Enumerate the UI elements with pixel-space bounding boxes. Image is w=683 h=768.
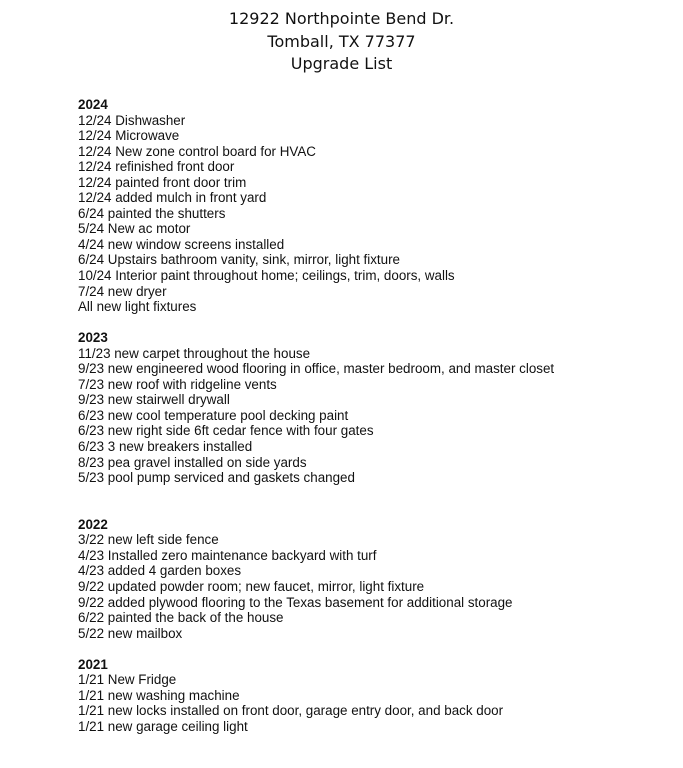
list-item: 3/22 new left side fence [78, 532, 219, 548]
list-item: 7/23 new roof with ridgeline vents [78, 376, 277, 392]
list-item: 9/23 new stairwell drywall [78, 392, 230, 408]
document-header [0, 8, 683, 76]
section-year-heading: 2022 [78, 516, 108, 532]
list-item: 11/23 new carpet throughout the house [78, 345, 311, 361]
upgrade-list [78, 97, 668, 734]
address-line-1: 12922 Northpointe Bend Dr. [228, 9, 455, 28]
list-item: 5/23 pool pump serviced and gaskets changed [78, 470, 355, 486]
list-item: 1/21 new locks installed on front door, garage entry door, and back door [78, 703, 504, 719]
section-spacer [78, 486, 668, 517]
list-item: 10/24 Interior paint throughout home; ceilings, trim, doors, walls [78, 268, 455, 284]
list-item: 4/23 Installed zero maintenance backyard with turf [78, 547, 377, 563]
list-item: 6/24 Upstairs bathroom vanity, sink, mirror, light fixture [78, 252, 400, 268]
list-item: 12/24 Dishwasher [78, 112, 186, 128]
address-line-2: Tomball, TX 77377 [267, 31, 416, 51]
list-item: 5/24 New ac motor [78, 221, 191, 237]
document-title: Upgrade List [290, 54, 393, 73]
section-year-heading: 2023 [78, 330, 108, 346]
list-item: 8/23 pea gravel installed on side yards [78, 454, 307, 470]
list-item: 6/22 painted the back of the house [78, 610, 284, 626]
list-item: 6/23 new right side 6ft cedar fence with four gates [78, 423, 374, 439]
list-item: 12/24 Microwave [78, 128, 180, 144]
list-item: 9/22 added plywood flooring to the Texas basement for additional storage [78, 594, 513, 610]
list-item: 4/23 added 4 garden boxes [78, 563, 242, 579]
list-item: 12/24 added mulch in front yard [78, 190, 267, 206]
list-item: All new light fixtures [78, 299, 197, 315]
section-year-heading: 2021 [78, 656, 108, 672]
section-2024 [78, 97, 668, 315]
list-item: 9/23 new engineered wood flooring in office, master bedroom, and master closet [78, 361, 555, 377]
list-item: 1/21 New Fridge [78, 672, 177, 688]
section-year-heading: 2024 [78, 97, 108, 112]
list-item: 12/24 New zone control board for HVAC [78, 143, 316, 159]
list-item: 5/22 new mailbox [78, 625, 183, 641]
list-item: 12/24 refinished front door [78, 159, 235, 175]
list-item: 9/22 updated powder room; new faucet, mirror, light fixture [78, 578, 425, 594]
section-2021 [78, 657, 668, 735]
section-2023 [78, 330, 668, 485]
list-item: 6/24 painted the shutters [78, 205, 226, 221]
list-item: 6/23 3 new breakers installed [78, 439, 253, 455]
list-item: 1/21 new garage ceiling light [78, 718, 248, 734]
list-item: 6/23 new cool temperature pool decking paint [78, 407, 349, 423]
list-item: 12/24 painted front door trim [78, 174, 247, 190]
section-2022 [78, 517, 668, 641]
section-spacer [78, 641, 668, 657]
list-item: 4/24 new window screens installed [78, 236, 285, 252]
list-item: 1/21 new washing machine [78, 687, 240, 703]
list-item: 7/24 new dryer [78, 283, 167, 299]
section-spacer [78, 315, 668, 331]
